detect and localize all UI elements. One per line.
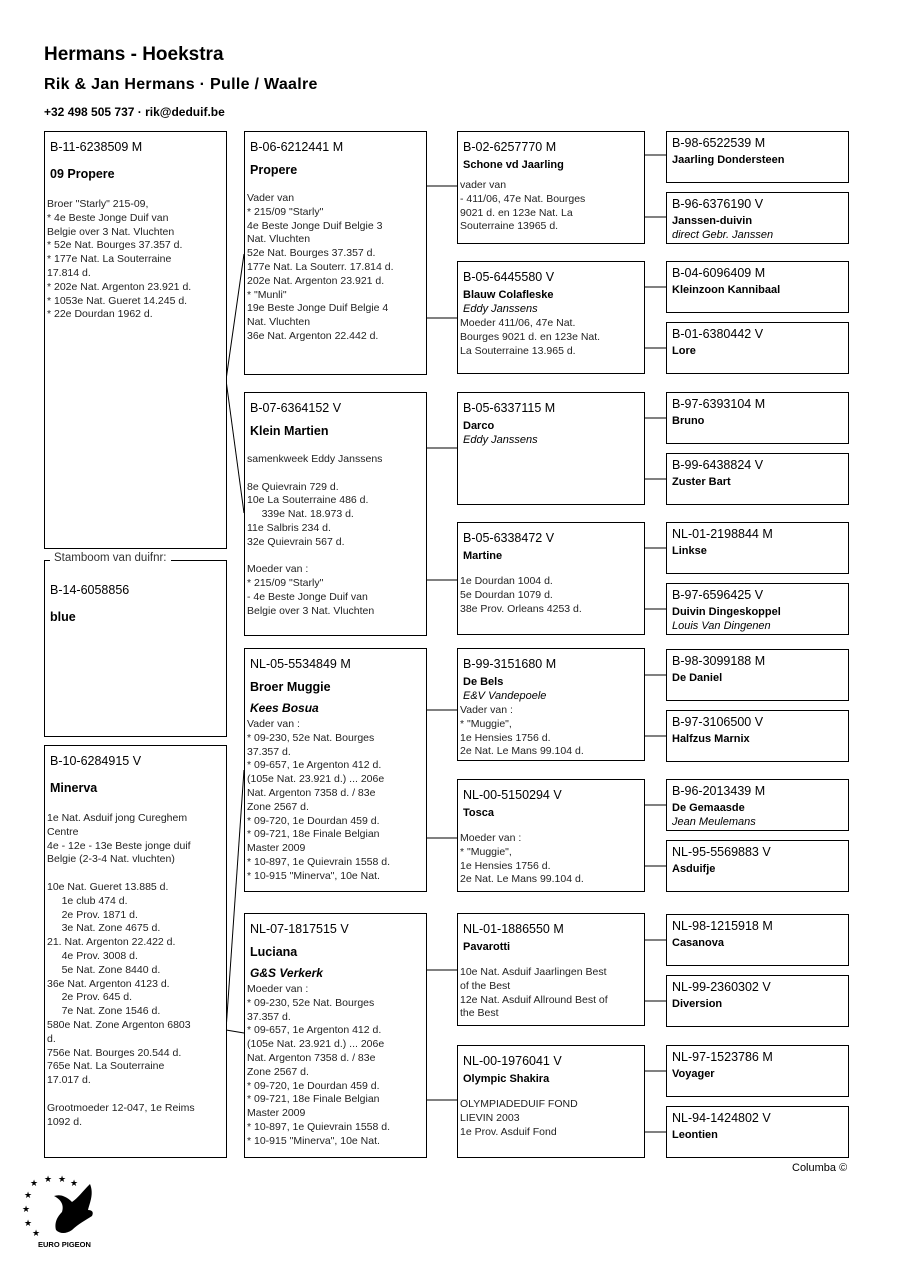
svg-text:★: ★ — [32, 1229, 41, 1239]
ring-number: NL-94-1424802 V — [672, 1111, 771, 1125]
breeder-name: Kees Bosua — [250, 701, 319, 715]
svg-text:★: ★ — [24, 1219, 33, 1229]
ring-number: NL-01-1886550 M — [463, 922, 564, 936]
ring-number: NL-00-5150294 V — [463, 788, 562, 802]
great-grandparent-card[interactable] — [666, 649, 849, 701]
pigeon-name: Olympic Shakira — [463, 1073, 550, 1085]
pigeon-name: Schone vd Jaarling — [463, 159, 564, 171]
breeder-name: E&V Vandepoele — [463, 690, 547, 702]
pigeon-name: Linkse — [672, 545, 707, 557]
pigeon-info: Moeder 411/06, 47e Nat. Bourges 9021 d. en 123e Nat. La Souterraine 13.965 d. — [460, 317, 601, 357]
grandparent-card[interactable] — [457, 522, 645, 635]
ring-number: B-04-6096409 M — [672, 266, 766, 280]
breeder-name: direct Gebr. Janssen — [672, 229, 774, 241]
logo-text: EURO PIGEON — [38, 1240, 91, 1249]
ring-number: B-02-6257770 M — [463, 140, 557, 154]
pigeon-name: Zuster Bart — [672, 476, 731, 488]
pigeon-name: Diversion — [672, 998, 723, 1010]
pigeon-info: Vader van * 215/09 "Starly" 4e Beste Jonge Duif Belgie 3 Nat. Vluchten 52e Nat. Bourges 37.357 d. 177e Nat. La Souterr. 17.814 d. 202e Nat. Argenton 23.921 d. * "Munli" 19e Beste Jonge Duif Belgie 4 Nat. Vluchten 36e Nat. Argenton 22.442 d. — [247, 192, 394, 342]
great-grandparent-card[interactable] — [666, 583, 849, 635]
pigeon-name: Casanova — [672, 937, 724, 949]
ring-number: NL-98-1215918 M — [672, 919, 773, 933]
ring-number: B-14-6058856 — [50, 583, 130, 597]
ring-number: B-06-6212441 M — [250, 140, 344, 154]
breeder-name: Eddy Janssens — [463, 303, 538, 315]
page-title: Hermans - Hoekstra — [44, 44, 224, 65]
ring-number: B-99-3151680 M — [463, 657, 557, 671]
great-grandparent-card[interactable] — [666, 1106, 849, 1158]
ring-number: B-05-6337115 M — [463, 401, 556, 415]
great-grandparent-card[interactable] — [666, 975, 849, 1027]
svg-text:★: ★ — [22, 1205, 31, 1215]
pigeon-name: Blauw Colafleske — [463, 289, 554, 301]
parent-card[interactable] — [244, 913, 427, 1158]
pigeon-info: 1e Nat. Asduif jong Cureghem Centre 4e - 12e - 13e Beste jonge duif Belgie (2-3-4 Nat. vluchten) 10e Nat. Gueret 13.885 d. 1e club 474 d. 2e Prov. 1871 d. 3e Nat. Zone 4675 d. 21. Nat. Argenton 22.422 d. 4e Prov. 3008 d. 5e Nat. Zone 8440 d. 36e Nat. Argenton 4123 d. 2e Prov. 645 d. 7e Nat. Zone 1546 d. 580e Nat. Zone Argenton 6803 d. 756e Nat. Bourges 20.544 d. 765e Nat. La Souterraine 17.017 d. Grootmoeder 12-047, 1e Reims 1092 d. — [47, 812, 195, 1128]
pigeon-name: Leontien — [672, 1129, 718, 1141]
ring-number: B-97-3106500 V — [672, 715, 764, 729]
pigeon-name: Tosca — [463, 807, 494, 819]
dam-card[interactable] — [44, 745, 227, 1158]
pigeon-name: Bruno — [672, 415, 705, 427]
great-grandparent-card[interactable] — [666, 840, 849, 892]
great-grandparent-card[interactable] — [666, 1045, 849, 1097]
svg-text:★: ★ — [24, 1191, 33, 1201]
pigeon-name: Broer Muggie — [250, 680, 331, 694]
grandparent-card[interactable] — [457, 779, 645, 892]
great-grandparent-card[interactable] — [666, 710, 849, 762]
ring-number: B-97-6596425 V — [672, 588, 764, 602]
pigeon-name: Martine — [463, 550, 503, 562]
ring-number: B-98-6522539 M — [672, 136, 766, 150]
pigeon-info: 1e Dourdan 1004 d. 5e Dourdan 1079 d. 38e Prov. Orleans 4253 d. — [460, 575, 582, 615]
pigeon-name: Luciana — [250, 945, 298, 959]
svg-text:★: ★ — [30, 1179, 39, 1189]
pigeon-info: samenkweek Eddy Janssens 8e Quievrain 729 d. 10e La Souterraine 486 d. 339e Nat. 18.973 d. 11e Salbris 234 d. 32e Quievrain 567 d. Moeder van : * 215/09 "Starly" - 4e Beste Jonge Duif van Belgie over 3 Nat. Vluchten — [247, 453, 383, 617]
great-grandparent-card[interactable] — [666, 322, 849, 374]
pigeon-name: Pavarotti — [463, 941, 511, 953]
ring-number: B-97-6393104 M — [672, 397, 766, 411]
stamboom-label: Stamboom van duifnr: — [50, 552, 171, 564]
great-grandparent-card[interactable] — [666, 453, 849, 505]
pigeon-info: vader van - 411/06, 47e Nat. Bourges 9021 d. en 123e Nat. La Souterraine 13965 d. — [460, 179, 586, 233]
ring-number: B-99-6438824 V — [672, 458, 764, 472]
pigeon-info: Moeder van : * 09-230, 52e Nat. Bourges 37.357 d. * 09-657, 1e Argenton 412 d. (105e Nat. 23.921 d.) ... 206e Nat. Argenton 7358 d. / 83e Zone 2567 d. * 09-720, 1e Dourdan 459 d. * 09-721, 18e Finale Belgian Master 2009 * 10-897, 1e Quievrain 1558 d. * 10-915 "Minerva", 10e Nat. — [247, 983, 391, 1147]
breeder-name: Eddy Janssens — [463, 434, 538, 446]
great-grandparent-card[interactable] — [666, 779, 849, 831]
pigeon-name: Asduifje — [672, 863, 716, 875]
ring-number: NL-01-2198844 M — [672, 527, 773, 541]
ring-number: NL-99-2360302 V — [672, 980, 771, 994]
ring-number: B-05-6445580 V — [463, 270, 555, 284]
grandparent-card[interactable] — [457, 392, 645, 505]
ring-number: B-01-6380442 V — [672, 327, 764, 341]
ring-number: B-11-6238509 M — [50, 140, 143, 154]
breeder-name: Louis Van Dingenen — [672, 620, 771, 632]
parent-card[interactable] — [244, 131, 427, 375]
svg-text:★: ★ — [58, 1175, 67, 1185]
pigeon-name: Darco — [463, 420, 495, 432]
pigeon-name: De Bels — [463, 676, 504, 688]
pigeon-info: Broer "Starly" 215-09, * 4e Beste Jonge Duif van Belgie over 3 Nat. Vluchten * 52e Nat. Bourges 37.357 d. * 177e Nat. La Souterraine 17.814 d. * 202e Nat. Argenton 23.921 d. * 1053e Nat. Gueret 14.245 d. * 22e Dourdan 1962 d. — [47, 198, 192, 321]
grandparent-card[interactable] — [457, 648, 645, 761]
grandparent-card[interactable] — [457, 131, 645, 244]
pigeon-name: Lore — [672, 345, 696, 357]
great-grandparent-card[interactable] — [666, 261, 849, 313]
columba-credit: Columba © — [792, 1162, 848, 1174]
pigeon-name: De Daniel — [672, 672, 723, 684]
pigeon-name: Minerva — [50, 781, 98, 795]
contact-info: +32 498 505 737 · rik@deduif.be — [44, 105, 225, 119]
ring-number: NL-97-1523786 M — [672, 1050, 773, 1064]
sire-card[interactable] — [44, 131, 227, 549]
ring-number: B-98-3099188 M — [672, 654, 766, 668]
ring-number: B-96-6376190 V — [672, 197, 764, 211]
parent-card[interactable] — [244, 648, 427, 892]
pigeon-name: Voyager — [672, 1068, 715, 1080]
pigeon-name: blue — [50, 610, 76, 624]
breeder-name: G&S Verkerk — [250, 966, 323, 980]
pigeon-name: Kleinzoon Kannibaal — [672, 284, 781, 296]
ring-number: B-05-6338472 V — [463, 531, 555, 545]
pigeon-name: Halfzus Marnix — [672, 733, 750, 745]
grandparent-card[interactable] — [457, 913, 645, 1026]
great-grandparent-card[interactable] — [666, 192, 849, 244]
ring-number: NL-07-1817515 V — [250, 922, 349, 936]
current-pigeon-card[interactable] — [44, 560, 227, 737]
pigeon-name: Janssen-duivin — [672, 215, 753, 227]
pigeon-info: OLYMPIADEDUIF FOND LIEVIN 2003 1e Prov. Asduif Fond — [460, 1098, 578, 1138]
pigeon-name: De Gemaasde — [672, 802, 745, 814]
grandparent-card[interactable] — [457, 1045, 645, 1158]
grandparent-card[interactable] — [457, 261, 645, 374]
pigeon-name: Duivin Dingeskoppel — [672, 606, 781, 618]
great-grandparent-card[interactable] — [666, 392, 849, 444]
pigeon-name: 09 Propere — [50, 167, 115, 181]
pigeon-info: 10e Nat. Asduif Jaarlingen Best of the Best 12e Nat. Asduif Allround Best of the Best — [460, 966, 608, 1020]
ring-number: NL-95-5569883 V — [672, 845, 771, 859]
breeder-name: Jean Meulemans — [672, 816, 756, 828]
pigeon-name: Klein Martien — [250, 424, 329, 438]
svg-text:★: ★ — [70, 1179, 79, 1189]
great-grandparent-card[interactable] — [666, 131, 849, 183]
pigeon-info: Vader van : * "Muggie", 1e Hensies 1756 d. 2e Nat. Le Mans 99.104 d. — [460, 704, 584, 758]
ring-number: B-96-2013439 M — [672, 784, 766, 798]
great-grandparent-card[interactable] — [666, 914, 849, 966]
pigeon-name: Propere — [250, 163, 298, 177]
ring-number: B-07-6364152 V — [250, 401, 342, 415]
ring-number: B-10-6284915 V — [50, 754, 142, 768]
svg-text:★: ★ — [44, 1175, 53, 1185]
great-grandparent-card[interactable] — [666, 522, 849, 574]
pigeon-name: Jaarling Dondersteen — [672, 154, 785, 166]
parent-card[interactable] — [244, 392, 427, 636]
ring-number: NL-05-5534849 M — [250, 657, 351, 671]
ring-number: NL-00-1976041 V — [463, 1054, 562, 1068]
page-subtitle: Rik & Jan Hermans · Pulle / Waalre — [44, 76, 318, 93]
dove-icon — [54, 1184, 93, 1233]
pigeon-info: Moeder van : * "Muggie", 1e Hensies 1756 d. 2e Nat. Le Mans 99.104 d. — [460, 832, 584, 886]
pigeon-info: Vader van : * 09-230, 52e Nat. Bourges 37.357 d. * 09-657, 1e Argenton 412 d. (105e Nat. 23.921 d.) ... 206e Nat. Argenton 7358 d. / 83e Zone 2567 d. * 09-720, 1e Dourdan 459 d. * 09-721, 18e Finale Belgian Master 2009 * 10-897, 1e Quievrain 1558 d. * 10-915 "Minerva", 10e Nat. — [247, 718, 391, 882]
